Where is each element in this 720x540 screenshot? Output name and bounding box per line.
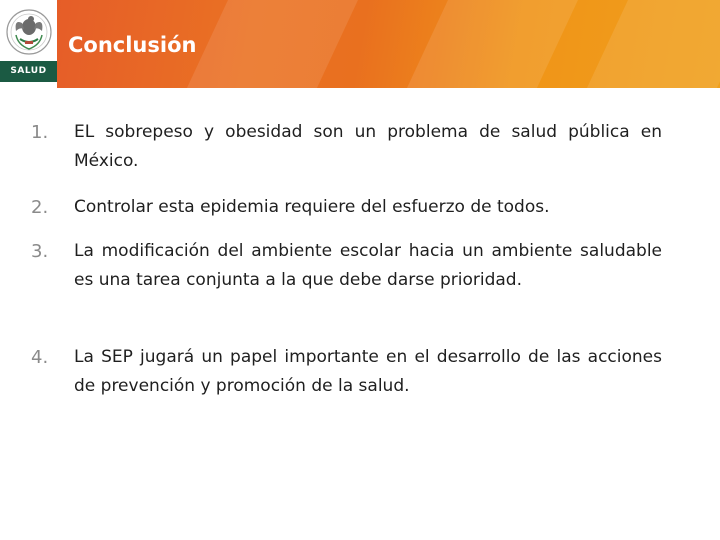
list-item-number: 3. — [31, 241, 49, 262]
list-item-text: La SEP jugará un papel importante en el desarrollo de las acciones de prevención y promoción de la salud. — [74, 347, 662, 396]
list-item-number: 4. — [31, 347, 49, 368]
salud-logo — [0, 0, 57, 88]
slide-title: Conclusión — [68, 33, 197, 57]
mexican-coat-of-arms-icon — [4, 5, 54, 59]
list-item-text: Controlar esta epidemia requiere del esfuerzo de todos. — [74, 197, 550, 217]
logo-label: SALUD — [10, 66, 47, 76]
list-item-text: EL sobrepeso y obesidad son un problema de salud pública en México. — [74, 122, 662, 171]
list-item-number: 1. — [31, 122, 49, 143]
banner-stripe — [373, 0, 596, 88]
banner-stripe — [553, 0, 720, 88]
header-banner — [0, 0, 720, 88]
list-item-number: 2. — [31, 197, 49, 218]
list-item-text: La modificación del ambiente escolar hacia un ambiente saludable es una tarea conjunta a la que debe darse prioridad. — [74, 241, 662, 290]
